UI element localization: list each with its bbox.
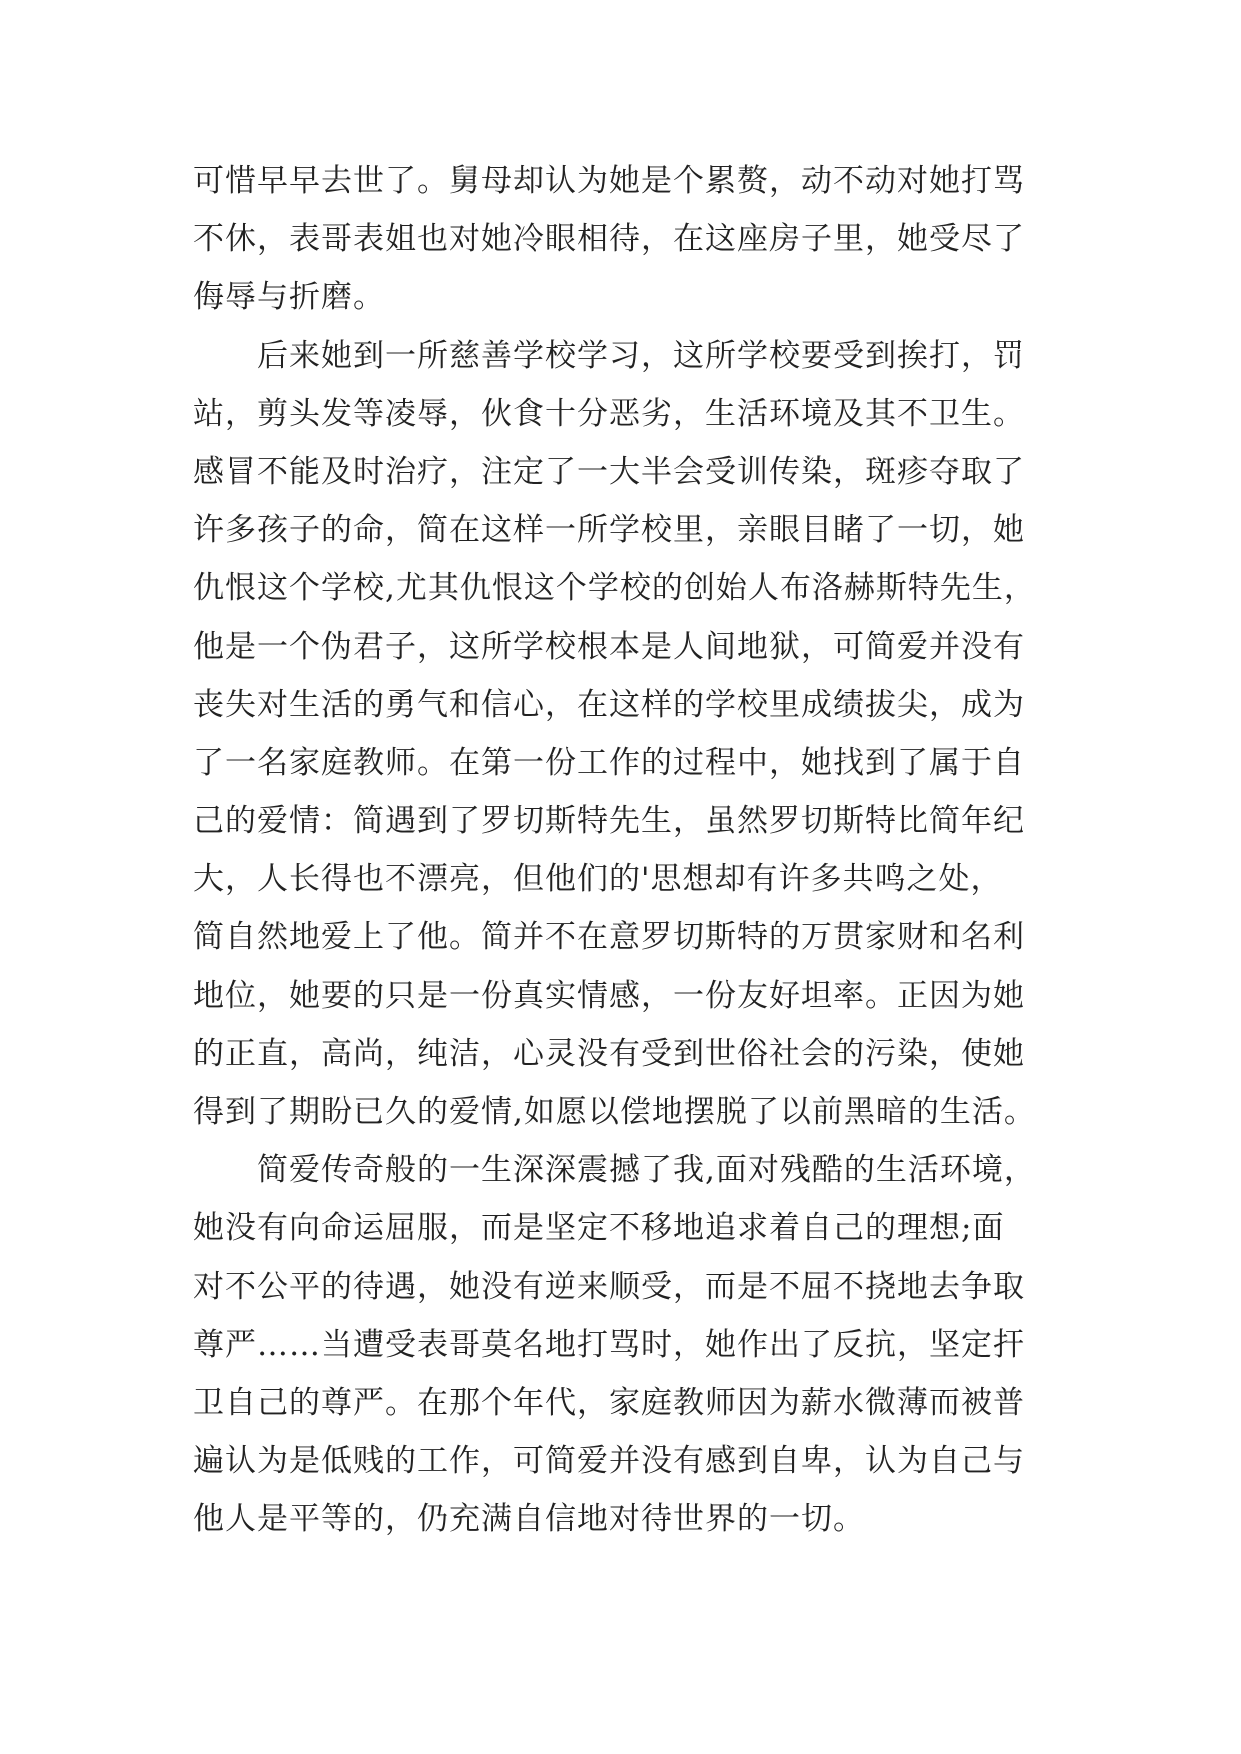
paragraph-3-first-line: 简爱传奇般的一生深深震撼了我,面对残酷的生活环境， <box>257 1152 1036 1189</box>
text-line-12: 己的爱情：简遇到了罗切斯特先生，虽然罗切斯特比简年纪 <box>193 803 1025 840</box>
text-line-14: 简自然地爱上了他。简并不在意罗切斯特的万贯家财和名利 <box>193 919 1025 956</box>
text-line-20: 对不公平的待遇，她没有逆来顺受，而是不屈不挠地去争取 <box>193 1268 1025 1305</box>
text-line-17: 得到了期盼已久的爱情,如愿以偿地摆脱了以前黑暗的生活。 <box>193 1094 1036 1130</box>
text-line-13: 大，人长得也不漂亮，但他们的'思想却有许多共鸣之处， <box>193 861 1003 898</box>
text-line-19: 她没有向命运屈服，而是坚定不移地追求着自己的理想;面 <box>193 1210 1005 1247</box>
body-text <box>193 152 1053 1549</box>
text-line-22: 卫自己的尊严。在那个年代，家庭教师因为薪水微薄而被普 <box>193 1384 1025 1421</box>
text-line-21: 尊严……当遭受表哥莫名地打骂时，她作出了反抗，坚定扞 <box>193 1326 1025 1363</box>
text-line-15: 地位，她要的只是一份真实情感，一份友好坦率。正因为她 <box>193 977 1025 1014</box>
text-line-16: 的正直，高尚，纯洁，心灵没有受到世俗社会的污染，使她 <box>193 1035 1025 1072</box>
paragraph-2-first-line: 后来她到一所慈善学校学习，这所学校要受到挨打，罚 <box>257 337 1025 374</box>
text-line-6: 感冒不能及时治疗，注定了一大半会受训传染，斑疹夺取了 <box>193 453 1025 490</box>
text-line-11: 了一名家庭教师。在第一份工作的过程中，她找到了属于自 <box>193 744 1025 781</box>
text-line-1: 可惜早早去世了。舅母却认为她是个累赘，动不动对她打骂 <box>193 163 1025 199</box>
text-line-9: 他是一个伪君子，这所学校根本是人间地狱，可简爱并没有 <box>193 628 1025 665</box>
text-line-7: 许多孩子的命，简在这样一所学校里，亲眼目睹了一切，她 <box>193 512 1025 549</box>
text-line-24: 他人是平等的，仍充满自信地对待世界的一切。 <box>193 1501 865 1538</box>
text-line-5: 站，剪头发等凌辱，伙食十分恶劣，生活环境及其不卫生。 <box>193 395 1025 432</box>
text-line-8: 仇恨这个学校,尤其仇恨这个学校的创始人布洛赫斯特先生， <box>193 570 1036 607</box>
text-line-2: 不休，表哥表姐也对她冷眼相待，在这座房子里，她受尽了 <box>193 221 1025 258</box>
text-line-10: 丧失对生活的勇气和信心，在这样的学校里成绩拔尖，成为 <box>193 686 1025 723</box>
text-line-3: 侮辱与折磨。 <box>193 279 385 316</box>
text-line-23: 遍认为是低贱的工作，可简爱并没有感到自卑，认为自己与 <box>193 1443 1025 1480</box>
